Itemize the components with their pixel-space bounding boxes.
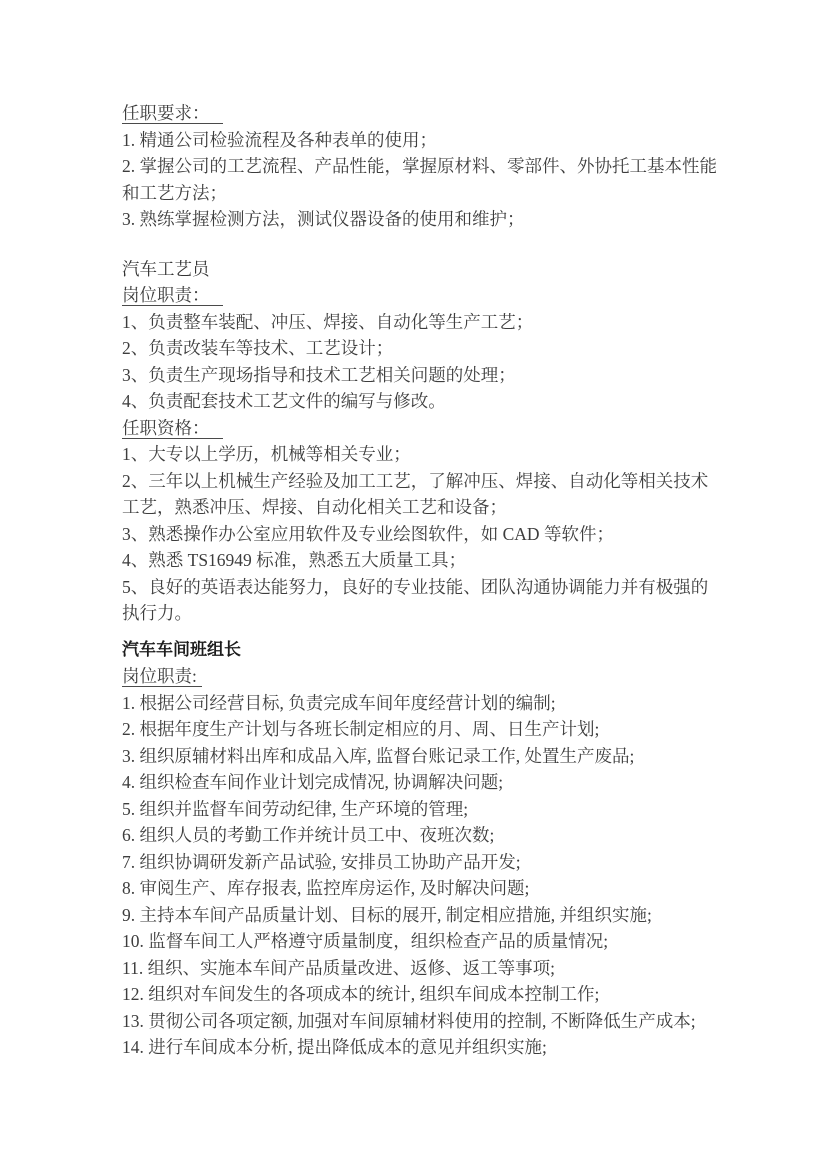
list-item: 14. 进行车间成本分析, 提出降低成本的意见并组织实施; [122,1037,547,1057]
job-title-bold: 汽车车间班组长 [122,639,241,659]
section-label [122,415,720,442]
section-label [122,663,720,690]
list-item: 5. 组织并监督车间劳动纪律, 生产环境的管理; [122,798,469,819]
list-item: 2、负责改装车等技术、工艺设计； [122,338,394,358]
list-item: 1. 根据公司经营目标, 负责完成车间年度经营计划的编制; [122,692,556,713]
list-item: 10. 监督车间工人严格遵守质量制度，组织检查产品的质量情况; [122,931,609,951]
list-item: 5、良好的英语表达能努力，良好的专业技能、团队沟通协调能力并有极强的执行力。 [122,576,709,623]
section-label-text: 岗位职责： [122,285,223,306]
job-title: 汽车工艺员 [122,258,210,279]
list-item: 13. 贯彻公司各项定额, 加强对车间原辅材料使用的控制, 不断降低生产成本; [122,1010,696,1031]
section-label [122,282,720,309]
section-label-text: 岗位职责: [122,666,202,687]
list-item: 6. 组织人员的考勤工作并统计员工中、夜班次数; [122,825,495,845]
list-item: 3、负责生产现场指导和技术工艺相关问题的处理； [122,364,516,385]
list-item: 4. 组织检查车间作业计划完成情况, 协调解决问题; [122,772,504,792]
section-label-text: 任职要求： [122,103,223,124]
list-item: 2. 掌握公司的工艺流程、产品性能，掌握原材料、零部件、外协托工基本性能和工艺方法； [122,156,717,203]
list-item: 1、负责整车装配、冲压、焊接、自动化等生产工艺； [122,311,534,332]
list-item: 4、负责配套技术工艺文件的编写与修改。 [122,391,446,411]
list-item: 7. 组织协调研发新产品试验, 安排员工协助产品开发; [122,851,521,872]
section-label [122,100,720,127]
list-item: 2. 根据年度生产计划与各班长制定相应的月、周、日生产计划; [122,719,600,739]
list-item: 9. 主持本车间产品质量计划、目标的展开, 制定相应措施, 并组织实施; [122,904,652,925]
list-item: 11. 组织、实施本车间产品质量改进、返修、返工等事项; [122,957,555,978]
list-item: 3. 熟练掌握检测方法，测试仪器设备的使用和维护； [122,209,525,229]
list-item: 2、三年以上机械生产经验及加工工艺，了解冲压、焊接、自动化等相关技术工艺，熟悉冲压、焊接、自动化相关工艺和设备； [122,470,709,517]
list-item: 4、熟悉 TS16949 标准，熟悉五大质量工具； [122,550,467,570]
list-item: 8. 审阅生产、库存报表, 监控库房运作, 及时解决问题; [122,878,530,898]
document-content [122,100,720,1061]
list-item: 12. 组织对车间发生的各项成本的统计, 组织车间成本控制工作; [122,984,600,1004]
list-item: 1. 精通公司检验流程及各种表单的使用； [122,129,437,150]
list-item: 3. 组织原辅材料出库和成品入库, 监督台账记录工作, 处置生产废品; [122,745,635,766]
section-label-text: 任职资格： [122,418,223,439]
list-item: 3、熟悉操作办公室应用软件及专业绘图软件，如 CAD 等软件； [122,523,614,544]
list-item: 1、大专以上学历，机械等相关专业； [122,444,411,464]
